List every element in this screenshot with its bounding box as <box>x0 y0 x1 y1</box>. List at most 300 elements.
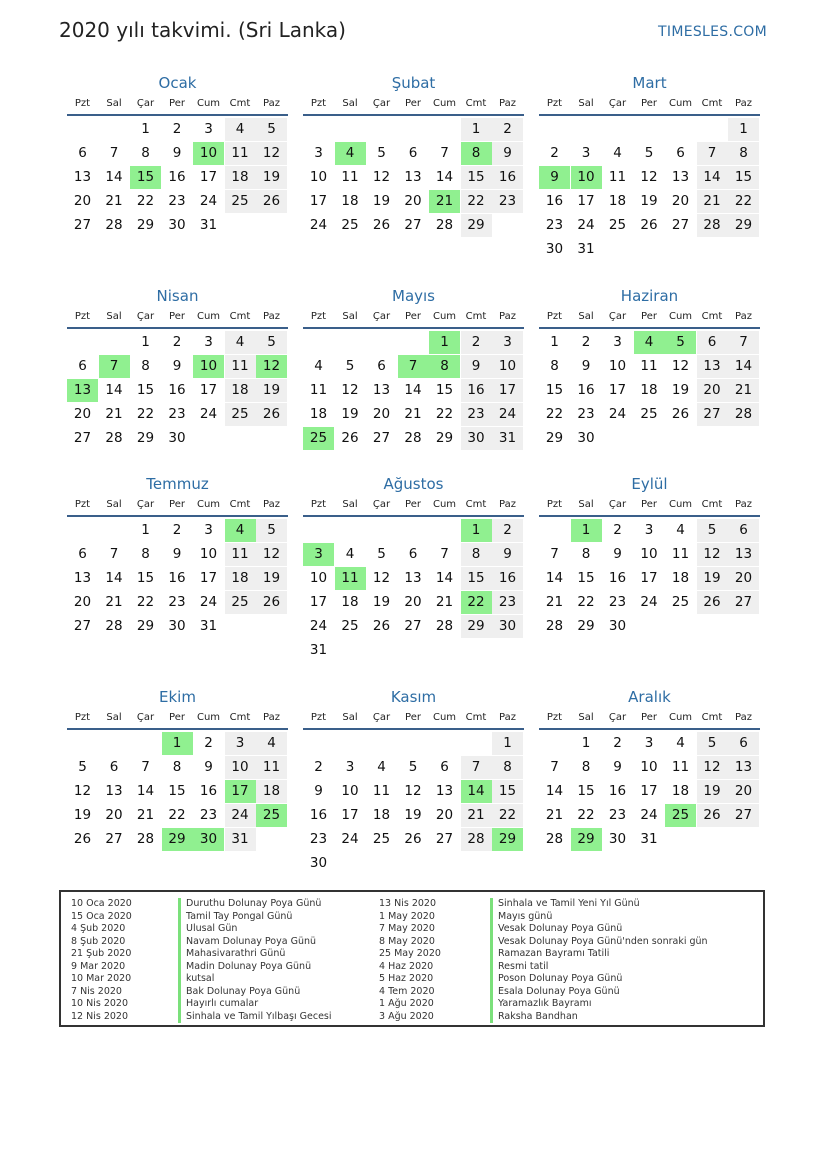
month-name: Ağustos <box>383 475 444 493</box>
header-rule <box>303 114 524 116</box>
day-cell: 6 <box>109 759 119 775</box>
day-cell: 24 <box>309 217 328 233</box>
day-cell: 14 <box>136 783 155 799</box>
day-cell: 6 <box>408 145 418 161</box>
day-cell: 19 <box>372 594 391 610</box>
legend-date: 10 Mar 2020 <box>71 973 132 984</box>
day-cell: 12 <box>372 570 391 586</box>
day-cell: 28 <box>461 828 492 851</box>
day-cell: 17 <box>577 193 595 209</box>
day-cell: 13 <box>73 169 92 185</box>
day-cell: 2 <box>172 522 182 538</box>
day-cell: 9 <box>314 783 323 799</box>
day-cell: 31 <box>492 427 523 450</box>
weekday-label: Cmt <box>229 712 251 723</box>
day-cell: 16 <box>309 807 328 823</box>
weekday-label: Per <box>169 712 185 723</box>
day-cell: 4 <box>613 145 622 161</box>
day-cell: 12 <box>697 756 728 779</box>
day-cell: 15 <box>492 780 523 803</box>
month-name: Eylül <box>631 475 668 493</box>
day-cell: 11 <box>225 355 256 378</box>
day-cell: 26 <box>404 831 422 847</box>
holiday-day-cell: 22 <box>461 591 492 614</box>
weekday-label: Pzt <box>310 98 327 109</box>
day-cell: 9 <box>492 142 523 165</box>
day-cell: 21 <box>697 190 728 213</box>
day-cell: 19 <box>697 567 728 590</box>
day-cell: 18 <box>225 379 256 402</box>
day-cell: 21 <box>435 594 454 610</box>
day-cell: 19 <box>404 807 422 823</box>
day-cell: 22 <box>492 804 523 827</box>
holiday-day-cell: 10 <box>193 355 224 378</box>
legend-holiday-name: Duruthu Dolunay Poya Günü <box>178 898 332 911</box>
day-cell: 26 <box>640 217 658 233</box>
day-cell: 20 <box>105 807 123 823</box>
legend-date: 9 Mar 2020 <box>71 960 126 972</box>
day-cell: 6 <box>728 732 759 755</box>
day-cell: 6 <box>78 358 87 374</box>
day-cell: 7 <box>109 145 119 161</box>
weekday-label: Cmt <box>465 499 487 510</box>
holiday-day-cell: 25 <box>256 804 287 827</box>
weekday-label: Paz <box>735 499 752 510</box>
day-cell: 10 <box>341 783 359 799</box>
weekday-header <box>303 311 524 325</box>
weekday-header <box>67 712 288 726</box>
legend-date: 1 Ağu 2020 <box>379 998 434 1009</box>
day-cell: 5 <box>256 331 287 354</box>
legend-date: 25 May 2020 <box>379 948 441 959</box>
day-cell: 30 <box>608 618 627 634</box>
month-name: Mart <box>632 74 667 92</box>
day-cell: 4 <box>676 522 685 538</box>
day-cell: 24 <box>492 403 523 426</box>
day-cell: 9 <box>613 546 622 562</box>
day-cell: 21 <box>461 804 492 827</box>
day-cell: 5 <box>256 519 287 542</box>
weekday-label: Paz <box>499 499 516 510</box>
weekday-header <box>539 499 760 513</box>
weekday-label: Çar <box>372 499 391 510</box>
day-cell: 12 <box>640 169 658 185</box>
day-cell: 27 <box>435 831 454 847</box>
day-cell: 28 <box>105 217 123 233</box>
day-cell: 26 <box>256 403 287 426</box>
day-cell: 15 <box>168 783 186 799</box>
day-cell: 14 <box>545 570 564 586</box>
weekday-label: Cum <box>432 98 457 109</box>
day-cell: 21 <box>545 594 564 610</box>
day-cell: 7 <box>109 546 119 562</box>
day-cell: 19 <box>341 406 359 422</box>
weekday-label: Paz <box>499 98 516 109</box>
day-cell: 11 <box>256 756 287 779</box>
holiday-day-cell: 29 <box>492 828 523 851</box>
holiday-day-cell: 1 <box>571 519 602 542</box>
weekday-label: Cmt <box>701 499 723 510</box>
day-cell: 11 <box>640 358 658 374</box>
day-cell: 29 <box>577 618 595 634</box>
weekday-label: Sal <box>342 499 358 510</box>
weekday-label: Sal <box>578 98 594 109</box>
day-cell: 25 <box>640 406 658 422</box>
day-cell: 23 <box>168 594 186 610</box>
weekday-label: Pzt <box>546 311 563 322</box>
day-cell: 17 <box>608 382 627 398</box>
day-cell: 28 <box>545 618 564 634</box>
weekday-label: Pzt <box>546 98 563 109</box>
weekday-label: Çar <box>136 499 155 510</box>
holiday-day-cell: 29 <box>162 828 193 851</box>
weekday-label: Paz <box>735 98 752 109</box>
day-cell: 28 <box>404 430 422 446</box>
day-cell: 20 <box>73 406 92 422</box>
month-name: Mayıs <box>392 287 435 305</box>
legend-date: 3 Ağu 2020 <box>379 1010 434 1022</box>
day-cell: 23 <box>168 193 186 209</box>
day-cell: 4 <box>345 546 355 562</box>
weekday-label: Sal <box>578 311 594 322</box>
day-cell: 31 <box>199 618 218 634</box>
day-cell: 21 <box>105 406 123 422</box>
day-cell: 16 <box>168 169 186 185</box>
holiday-day-cell: 17 <box>225 780 256 803</box>
day-cell: 5 <box>78 759 87 775</box>
day-cell: 17 <box>492 379 523 402</box>
day-cell: 18 <box>608 193 627 209</box>
holiday-day-cell: 11 <box>335 567 366 590</box>
day-cell: 7 <box>440 546 449 562</box>
day-cell: 8 <box>141 145 150 161</box>
day-cell: 5 <box>644 145 654 161</box>
day-cell: 2 <box>613 522 622 538</box>
weekday-label: Per <box>405 712 421 723</box>
day-cell: 22 <box>136 406 155 422</box>
holiday-day-cell: 21 <box>429 190 460 213</box>
day-cell: 14 <box>545 783 564 799</box>
day-cell: 29 <box>136 618 155 634</box>
day-cell: 16 <box>199 783 218 799</box>
weekday-label: Çar <box>608 98 627 109</box>
holiday-day-cell: 12 <box>256 355 287 378</box>
holiday-day-cell: 3 <box>303 543 334 566</box>
weekday-label: Sal <box>342 311 358 322</box>
day-cell: 27 <box>697 403 728 426</box>
day-cell: 10 <box>492 355 523 378</box>
month-name: Kasım <box>390 688 437 706</box>
weekday-label: Pzt <box>74 712 91 723</box>
day-cell: 11 <box>671 546 690 562</box>
day-cell: 10 <box>640 546 658 562</box>
day-cell: 22 <box>435 406 454 422</box>
month-name: Ekim <box>159 688 196 706</box>
day-cell: 5 <box>408 759 418 775</box>
day-cell: 3 <box>204 121 213 137</box>
holiday-day-cell: 1 <box>461 519 492 542</box>
day-cell: 16 <box>492 567 523 590</box>
day-cell: 12 <box>341 382 359 398</box>
day-cell: 23 <box>577 406 595 422</box>
day-cell: 23 <box>461 403 492 426</box>
day-cell: 19 <box>256 166 287 189</box>
day-cell: 2 <box>314 759 323 775</box>
weekday-label: Cmt <box>701 311 723 322</box>
day-cell: 14 <box>105 570 123 586</box>
day-cell: 9 <box>581 358 591 374</box>
day-cell: 30 <box>168 430 186 446</box>
weekday-label: Pzt <box>74 311 91 322</box>
weekday-label: Pzt <box>546 712 563 723</box>
day-cell: 20 <box>697 379 728 402</box>
day-cell: 24 <box>640 807 658 823</box>
day-cell: 30 <box>608 831 627 847</box>
weekday-label: Per <box>405 311 421 322</box>
day-cell: 30 <box>492 615 523 638</box>
day-cell: 3 <box>492 331 523 354</box>
day-cell: 18 <box>341 193 359 209</box>
day-cell: 28 <box>697 214 728 237</box>
day-cell: 15 <box>577 783 595 799</box>
day-cell: 14 <box>728 355 759 378</box>
weekday-label: Pzt <box>310 311 327 322</box>
day-cell: 27 <box>105 831 123 847</box>
day-cell: 27 <box>404 217 422 233</box>
legend-holiday-name: Yaramazlık Bayramı <box>490 998 708 1011</box>
day-cell: 6 <box>78 145 87 161</box>
legend-holiday-name: Hayırlı cumalar <box>178 998 332 1011</box>
day-cell: 22 <box>577 807 595 823</box>
day-cell: 6 <box>408 546 418 562</box>
day-cell: 14 <box>435 570 454 586</box>
legend-date: 5 Haz 2020 <box>379 973 434 984</box>
weekday-label: Cum <box>668 311 693 322</box>
day-cell: 31 <box>225 828 256 851</box>
day-cell: 29 <box>461 214 492 237</box>
weekday-label: Cum <box>196 311 221 322</box>
day-cell: 13 <box>435 783 454 799</box>
weekday-label: Cum <box>432 712 457 723</box>
day-cell: 13 <box>404 169 422 185</box>
legend-date: 4 Şub 2020 <box>71 923 126 934</box>
day-cell: 31 <box>577 241 595 257</box>
day-cell: 15 <box>136 570 155 586</box>
day-cell: 28 <box>435 217 454 233</box>
day-cell: 18 <box>225 567 256 590</box>
legend-date: 15 Oca 2020 <box>71 910 132 922</box>
day-cell: 26 <box>73 831 92 847</box>
day-cell: 12 <box>697 543 728 566</box>
weekday-label: Per <box>641 98 657 109</box>
day-cell: 4 <box>256 732 287 755</box>
day-cell: 9 <box>172 358 182 374</box>
day-cell: 14 <box>105 169 123 185</box>
legend-holiday-name: kutsal <box>178 973 332 986</box>
day-cell: 29 <box>136 430 155 446</box>
day-cell: 20 <box>728 780 759 803</box>
legend-holiday-name: Vesak Dolunay Poya Günü'nden sonraki gün <box>490 936 708 949</box>
day-cell: 27 <box>73 618 92 634</box>
day-cell: 10 <box>309 169 328 185</box>
day-cell: 23 <box>608 807 627 823</box>
day-cell: 7 <box>461 756 492 779</box>
day-cell: 3 <box>644 735 654 751</box>
day-cell: 22 <box>545 406 564 422</box>
weekday-label: Per <box>169 499 185 510</box>
holiday-day-cell: 29 <box>571 828 602 851</box>
weekday-label: Sal <box>578 712 594 723</box>
day-cell: 26 <box>256 591 287 614</box>
day-cell: 4 <box>377 759 386 775</box>
day-cell: 16 <box>577 382 595 398</box>
day-cell: 12 <box>256 543 287 566</box>
day-cell: 4 <box>225 331 256 354</box>
weekday-header <box>67 98 288 112</box>
day-cell: 29 <box>435 430 454 446</box>
legend-holiday-name: Sinhala ve Tamil Yeni Yıl Günü <box>490 898 708 911</box>
day-cell: 29 <box>728 214 759 237</box>
day-cell: 3 <box>345 759 355 775</box>
day-cell: 8 <box>728 142 759 165</box>
day-cell: 23 <box>309 831 328 847</box>
header-rule <box>67 114 288 116</box>
day-cell: 21 <box>105 193 123 209</box>
weekday-label: Çar <box>608 311 627 322</box>
day-cell: 7 <box>440 145 449 161</box>
day-cell: 2 <box>492 519 523 542</box>
day-cell: 27 <box>73 217 92 233</box>
day-cell: 13 <box>105 783 123 799</box>
weekday-label: Paz <box>263 98 280 109</box>
day-cell: 6 <box>728 519 759 542</box>
day-cell: 19 <box>256 379 287 402</box>
day-cell: 28 <box>545 831 564 847</box>
day-cell: 13 <box>404 570 422 586</box>
legend-holiday-name: Mayıs günü <box>490 911 708 924</box>
weekday-label: Per <box>641 499 657 510</box>
day-cell: 10 <box>608 358 627 374</box>
legend-holiday-name: Ulusal Gün <box>178 923 332 936</box>
site-brand[interactable]: TIMESLES.COM <box>658 24 767 40</box>
weekday-label: Cmt <box>465 98 487 109</box>
day-cell: 17 <box>341 807 359 823</box>
weekday-label: Paz <box>263 712 280 723</box>
holiday-day-cell: 5 <box>665 331 696 354</box>
day-cell: 24 <box>577 217 595 233</box>
day-cell: 7 <box>728 331 759 354</box>
page-title: 2020 yılı takvimi. (Sri Lanka) <box>59 18 346 42</box>
weekday-label: Cum <box>432 499 457 510</box>
day-cell: 3 <box>613 334 622 350</box>
holiday-day-cell: 10 <box>193 142 224 165</box>
day-cell: 25 <box>341 618 359 634</box>
day-cell: 16 <box>545 193 564 209</box>
month-name: Nisan <box>156 287 199 305</box>
weekday-header <box>303 499 524 513</box>
weekday-header <box>67 499 288 513</box>
day-cell: 25 <box>341 217 359 233</box>
day-cell: 2 <box>581 334 591 350</box>
weekday-label: Cmt <box>229 499 251 510</box>
legend-holiday-name: Sinhala ve Tamil Yılbaşı Gecesi <box>178 1011 332 1024</box>
day-cell: 25 <box>608 217 627 233</box>
day-cell: 18 <box>341 594 359 610</box>
holiday-legend <box>59 890 765 1027</box>
day-cell: 18 <box>309 406 328 422</box>
holiday-day-cell: 4 <box>634 331 665 354</box>
day-cell: 19 <box>671 382 690 398</box>
day-cell: 8 <box>461 543 492 566</box>
weekday-label: Per <box>641 712 657 723</box>
day-cell: 19 <box>73 807 92 823</box>
holiday-day-cell: 9 <box>539 166 570 189</box>
day-cell: 1 <box>581 735 591 751</box>
day-cell: 11 <box>225 543 256 566</box>
day-cell: 3 <box>204 522 213 538</box>
legend-holiday-name: Madin Dolunay Poya Günü <box>178 961 332 974</box>
day-cell: 17 <box>309 594 328 610</box>
day-cell: 20 <box>73 193 92 209</box>
day-cell: 24 <box>199 406 218 422</box>
day-cell: 3 <box>225 732 256 755</box>
day-cell: 18 <box>640 382 658 398</box>
legend-names-col-2 <box>490 898 708 1023</box>
day-cell: 15 <box>136 382 155 398</box>
month-name: Aralık <box>628 688 671 706</box>
day-cell: 1 <box>461 118 492 141</box>
day-cell: 2 <box>172 121 182 137</box>
legend-date: 7 May 2020 <box>379 923 435 934</box>
day-cell: 15 <box>577 570 595 586</box>
day-cell: 31 <box>199 217 218 233</box>
legend-holiday-name: Esala Dolunay Poya Günü <box>490 986 708 999</box>
holiday-day-cell: 1 <box>162 732 193 755</box>
legend-date: 7 Nis 2020 <box>71 985 122 997</box>
weekday-label: Per <box>169 311 185 322</box>
weekday-label: Çar <box>372 311 391 322</box>
day-cell: 6 <box>676 145 685 161</box>
day-cell: 6 <box>377 358 386 374</box>
weekday-label: Pzt <box>310 499 327 510</box>
day-cell: 17 <box>199 382 218 398</box>
legend-holiday-name: Resmi tatil <box>490 961 708 974</box>
day-cell: 21 <box>136 807 155 823</box>
weekday-header <box>67 311 288 325</box>
legend-holiday-name: Tamil Tay Pongal Günü <box>178 911 332 924</box>
day-cell: 20 <box>671 193 690 209</box>
day-cell: 2 <box>550 145 559 161</box>
holiday-day-cell: 8 <box>429 355 460 378</box>
day-cell: 27 <box>728 591 759 614</box>
day-cell: 5 <box>345 358 355 374</box>
weekday-label: Paz <box>499 311 516 322</box>
weekday-label: Cmt <box>701 98 723 109</box>
weekday-label: Çar <box>136 712 155 723</box>
day-cell: 1 <box>141 334 150 350</box>
day-cell: 18 <box>256 780 287 803</box>
day-cell: 30 <box>309 855 328 871</box>
day-cell: 8 <box>172 759 182 775</box>
weekday-label: Pzt <box>310 712 327 723</box>
day-cell: 31 <box>640 831 658 847</box>
holiday-day-cell: 8 <box>461 142 492 165</box>
day-cell: 8 <box>550 358 559 374</box>
day-cell: 13 <box>728 756 759 779</box>
day-cell: 27 <box>671 217 690 233</box>
day-cell: 5 <box>697 732 728 755</box>
weekday-label: Pzt <box>546 499 563 510</box>
